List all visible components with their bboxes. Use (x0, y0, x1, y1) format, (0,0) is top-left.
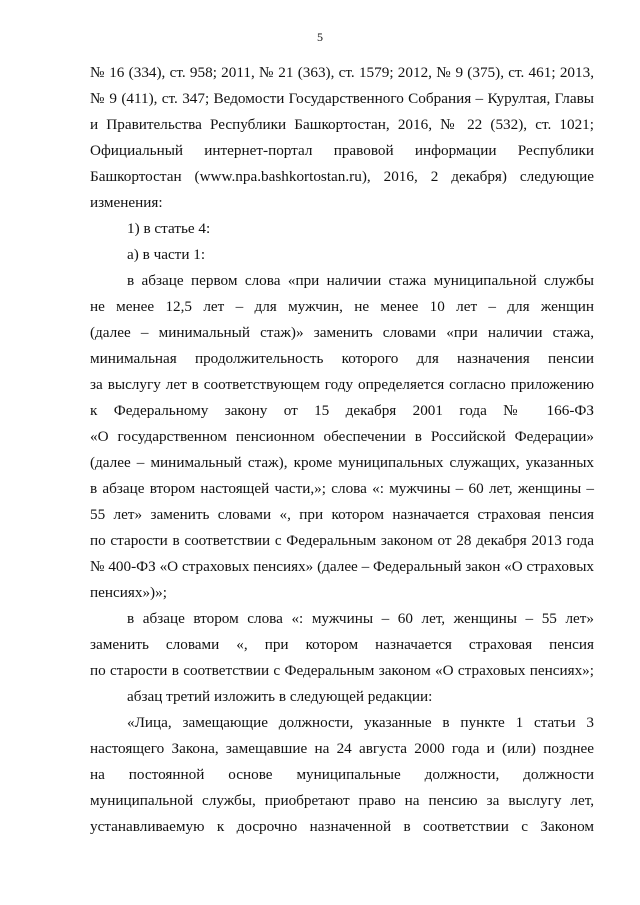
text-line: № 16 (334), ст. 958; 2011, № 21 (363), ст. 1579; 2012, № 9 (375), ст. 461; 2013, (90, 64, 594, 81)
text-line: муниципальной службы, приобретают право на пенсию за выслугу лет, (90, 792, 594, 809)
text-line: «О государственном пенсионном обеспечении в Российской Федерации» (90, 428, 594, 445)
text-line: минимальная продолжительность которого для назначения пенсии (90, 350, 594, 367)
text-line: № 9 (411), ст. 347; Ведомости Государственного Собрания – Курултая, Главы (90, 90, 594, 107)
text-line: в абзаце втором слова «: мужчины – 60 лет, женщины – 55 лет» (127, 610, 594, 627)
text-line: заменить словами «, при котором назначается страховая пенсия (90, 636, 594, 653)
text-line: в абзаце втором настоящей части,»; слова «: мужчины – 60 лет, женщины – (90, 480, 594, 497)
text-line: абзац третий изложить в следующей редакции: (127, 688, 433, 705)
text-line: устанавливаемую к досрочно назначенной в соответствии с Законом (90, 818, 594, 835)
text-line: а) в части 1: (127, 246, 206, 263)
text-line: по старости в соответствии с Федеральным законом «О страховых пенсиях»; (90, 662, 594, 679)
text-line: Официальный интернет-портал правовой информации Республики (90, 142, 594, 159)
text-line: (далее – минимальный стаж)» заменить словами «при наличии стажа, (90, 324, 594, 341)
text-line: пенсиях»)»; (90, 584, 167, 601)
text-line: 55 лет» заменить словами «, при котором назначается страховая пенсия (90, 506, 594, 523)
text-line: «Лица, замещающие должности, указанные в пункте 1 статьи 3 (127, 714, 594, 731)
text-line: не менее 12,5 лет – для мужчин, не менее 10 лет – для женщин (90, 298, 594, 315)
text-line: к Федеральному закону от 15 декабря 2001 года № 166-ФЗ (90, 402, 594, 419)
text-line: Башкортостан (www.npa.bashkortostan.ru), 2016, 2 декабря) следующие (90, 168, 594, 185)
text-line: по старости в соответствии с Федеральным законом от 28 декабря 2013 года (90, 532, 594, 549)
text-line: (далее – минимальный стаж), кроме муниципальных служащих, указанных (90, 454, 594, 471)
text-line: в абзаце первом слова «при наличии стажа муниципальной службы (127, 272, 594, 289)
text-line: за выслугу лет в соответствующем году определяется согласно приложению (90, 376, 594, 393)
text-line: настоящего Закона, замещавшие на 24 августа 2000 года и (или) позднее (90, 740, 594, 757)
text-line: № 400-ФЗ «О страховых пенсиях» (далее – Федеральный закон «О страховых (90, 558, 594, 575)
text-line: изменения: (90, 194, 163, 211)
page-number: 5 (317, 30, 323, 44)
text-line: и Правительства Республики Башкортостан, 2016, № 22 (532), ст. 1021; (90, 116, 594, 133)
text-line: 1) в статье 4: (127, 220, 211, 237)
text-line: на постоянной основе муниципальные должности, должности (90, 766, 594, 783)
